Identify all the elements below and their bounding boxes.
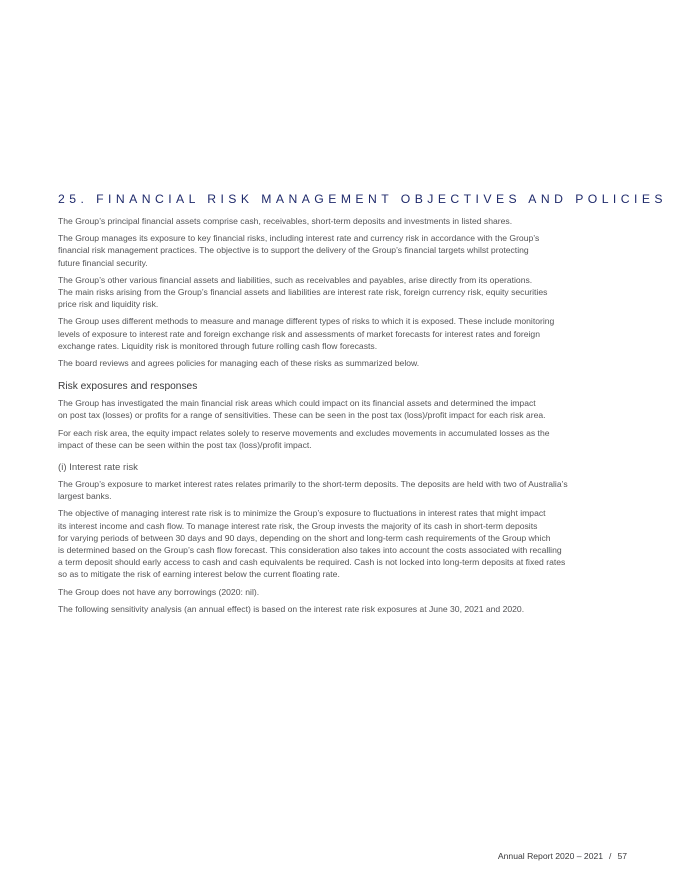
document-page <box>58 191 668 620</box>
text-line: financial risk management practices. The objective is to support the delivery of the Group’s financial targets whilst protecting <box>58 245 529 256</box>
text-line: The objective of managing interest rate risk is to minimize the Group’s exposure to fluctuations in interest rates that might impact <box>58 508 546 519</box>
text-line: The Group manages its exposure to key financial risks, including interest rate and currency risk in accordance with the Group’s <box>58 233 540 244</box>
text-line: levels of exposure to interest rate and foreign exchange risk and assessments of market forecasts for interest rates and foreign <box>58 328 540 339</box>
text-line: The board reviews and agrees policies for managing each of these risks as summarized below. <box>58 358 420 369</box>
text-line: The Group’s exposure to market interest rates relates primarily to the short-term deposits. The deposits are held with two of Australia’s <box>58 479 568 490</box>
page-number: 57 <box>617 851 627 861</box>
text-line: The Group has investigated the main financial risk areas which could impact on its financial assets and determined the impact <box>58 398 536 409</box>
text-line: The Group’s principal financial assets comprise cash, receivables, short-term deposits and investments in listed shares. <box>58 216 513 226</box>
paragraph <box>58 427 624 451</box>
text-line: so as to mitigate the risk of earning interest below the current floating rate. <box>58 569 340 580</box>
paragraph <box>58 274 624 311</box>
text-line: For each risk area, the equity impact relates solely to reserve movements and excludes movements in accumulated losses as the <box>58 427 550 438</box>
subsection-heading: Risk exposures and responses <box>58 381 198 393</box>
paragraph <box>58 397 624 421</box>
text-line: exchange rates. Liquidity risk is monitored through future rolling cash flow forecasts. <box>58 340 378 351</box>
text-line: The Group’s other various financial assets and liabilities, such as receivables and payables, arise directly from its operations. <box>58 274 533 285</box>
risk-exposures-section <box>58 380 624 451</box>
paragraph <box>58 315 624 352</box>
text-line: on post tax (losses) or profits for a range of sensitivities. These can be seen in the post tax (loss)/profit impact for each risk area. <box>58 410 546 421</box>
paragraph <box>58 357 624 369</box>
paragraph <box>58 507 624 580</box>
text-line: impact of these can be seen within the post tax (loss)/profit impact. <box>58 439 312 450</box>
text-line: future financial security. <box>58 257 148 268</box>
text-line: for varying periods of between 30 days and 90 days, depending on the short and long-term cash requirements of the Group which <box>58 532 551 543</box>
text-line: is determined based on the Group’s cash flow forecast. This consideration also takes into account the costs associated with recalling <box>58 545 562 556</box>
paragraph <box>58 603 624 615</box>
paragraph <box>58 586 624 598</box>
text-line: The main risks arising from the Group’s financial assets and liabilities are interest rate risk, foreign currency risk, equity securities <box>58 287 548 298</box>
text-line: its interest income and cash flow. To manage interest rate risk, the Group invests the majority of its cash in short-term deposits <box>58 520 538 531</box>
text-line: a term deposit should early access to cash and cash equivalents be required. Cash is not locked into long-term deposits at fixed rates <box>58 557 566 568</box>
text-line: The following sensitivity analysis (an annual effect) is based on the interest rate risk exposures at June 30, 2021 and 2020. <box>58 603 525 614</box>
text-line: The Group uses different methods to measure and manage different types of risks to which it is exposed. These include monitoring <box>58 316 555 327</box>
interest-rate-risk-section <box>58 461 624 615</box>
text-line: largest banks. <box>58 491 112 502</box>
paragraph <box>58 478 624 502</box>
paragraph <box>58 232 624 269</box>
subsection-heading: (i) Interest rate risk <box>58 462 138 474</box>
text-line: price risk and liquidity risk. <box>58 299 159 310</box>
text-line: The Group does not have any borrowings (2020: nil). <box>58 586 260 597</box>
footer-separator: / <box>609 851 612 861</box>
report-title: Annual Report 2020 – 2021 <box>497 851 604 861</box>
page-footer <box>498 851 627 861</box>
paragraph <box>58 215 624 227</box>
intro-section <box>58 215 624 369</box>
section-heading: 25. FINANCIAL RISK MANAGEMENT OBJECTIVES AND POLICIES <box>58 192 668 206</box>
